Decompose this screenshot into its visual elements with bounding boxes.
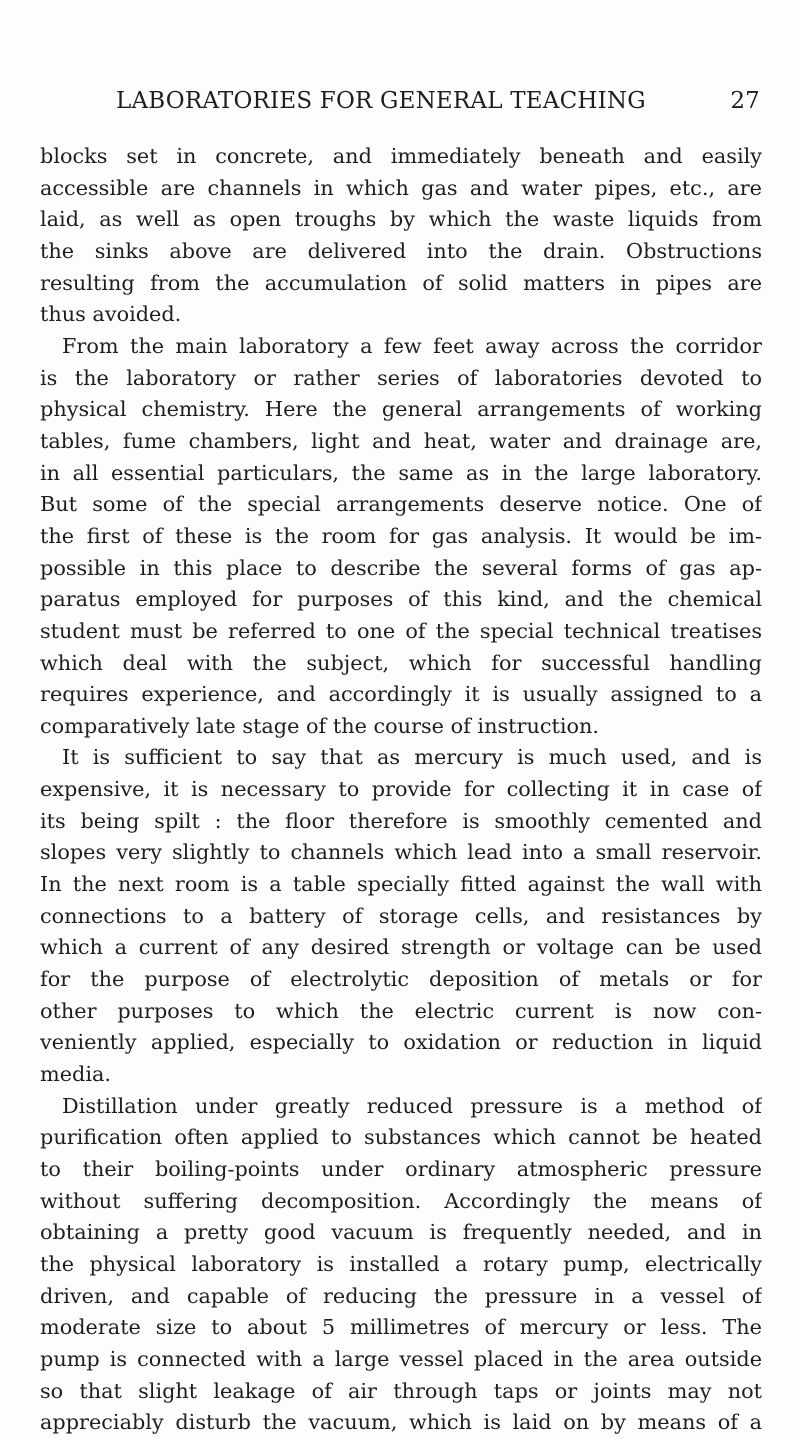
text-line: appreciably disturb the vacuum, which is laid on by means of a: [40, 1410, 762, 1435]
text-line: From the main laboratory a few feet away across the corridor: [62, 333, 762, 358]
text-line: the first of these is the room for gas analysis. It would be im-: [40, 523, 762, 548]
text-line: the physical laboratory is installed a rotary pump, electrically: [40, 1251, 762, 1276]
text-line: moderate size to about 5 millimetres of mercury or less. The: [40, 1315, 762, 1340]
text-line: possible in this place to describe the several forms of gas ap-: [40, 555, 762, 580]
paragraph-4: [40, 1091, 762, 1439]
running-head: [40, 88, 760, 120]
text-line: which deal with the subject, which for successful handling: [40, 650, 762, 675]
text-line: for the purpose of electrolytic deposition of metals or for: [40, 967, 762, 992]
text-line: In the next room is a table specially fitted against the wall with: [40, 872, 762, 897]
text-line: the sinks above are delivered into the drain. Obstructions: [40, 238, 762, 263]
text-line: in all essential particulars, the same as in the large laboratory.: [40, 460, 762, 485]
text-line: expensive, it is necessary to provide for collecting it in case of: [40, 777, 762, 802]
text-line: which a current of any desired strength or voltage can be used: [40, 935, 762, 960]
text-line: physical chemistry. Here the general arrangements of working: [40, 397, 762, 422]
text-line: purification often applied to substances which cannot be heated: [40, 1125, 762, 1150]
paragraph-3: [40, 742, 762, 1090]
text-line: slopes very slightly to channels which lead into a small reservoir.: [40, 840, 762, 865]
body-text: [40, 141, 762, 1439]
text-line: without suffering decomposition. Accordingly the means of: [40, 1188, 762, 1213]
text-line: blocks set in concrete, and immediately beneath and easily: [40, 144, 762, 168]
text-line: But some of the special arrangements deserve notice. One of: [40, 492, 762, 517]
text-line: so that slight leakage of air through taps or joints may not: [40, 1378, 762, 1403]
text-line: connections to a battery of storage cells, and resistances by: [40, 903, 762, 928]
paragraph-2: [40, 331, 762, 743]
paragraph-1: [40, 141, 762, 331]
text-line: tables, fume chambers, light and heat, water and drainage are,: [40, 428, 762, 453]
text-line: Distillation under greatly reduced pressure is a method of: [62, 1093, 762, 1118]
text-line: accessible are channels in which gas and water pipes, etc., are: [40, 175, 762, 200]
text-line: its being spilt : the floor therefore is smoothly cemented and: [40, 808, 762, 833]
text-line: comparatively late stage of the course of instruction.: [40, 713, 600, 738]
text-line: to their boiling-points under ordinary atmospheric pressure: [40, 1157, 762, 1181]
text-line: paratus employed for purposes of this kind, and the chemical: [40, 587, 762, 612]
text-line: student must be referred to one of the special technical treatises: [40, 618, 762, 643]
text-line: media.: [40, 1062, 112, 1087]
text-line: is the laboratory or rather series of laboratories devoted to: [40, 365, 762, 390]
text-line: pump is connected with a large vessel placed in the area outside: [40, 1346, 762, 1371]
text-line: laid, as well as open troughs by which the waste liquids from: [40, 207, 762, 232]
page-number: 27: [730, 88, 760, 114]
text-line: other purposes to which the electric current is now con-: [40, 998, 762, 1023]
text-line: thus avoided.: [40, 302, 182, 327]
text-line: requires experience, and accordingly it is usually assigned to a: [40, 682, 762, 707]
text-line: It is sufficient to say that as mercury is much used, and is: [62, 745, 762, 770]
chapter-title: LABORATORIES FOR GENERAL TEACHING: [116, 88, 646, 114]
text-line: veniently applied, especially to oxidation or reduction in liquid: [40, 1030, 762, 1055]
text-line: resulting from the accumulation of solid matters in pipes are: [40, 270, 762, 295]
text-line: driven, and capable of reducing the pressure in a vessel of: [40, 1283, 762, 1308]
text-line: obtaining a pretty good vacuum is frequently needed, and in: [40, 1220, 762, 1245]
